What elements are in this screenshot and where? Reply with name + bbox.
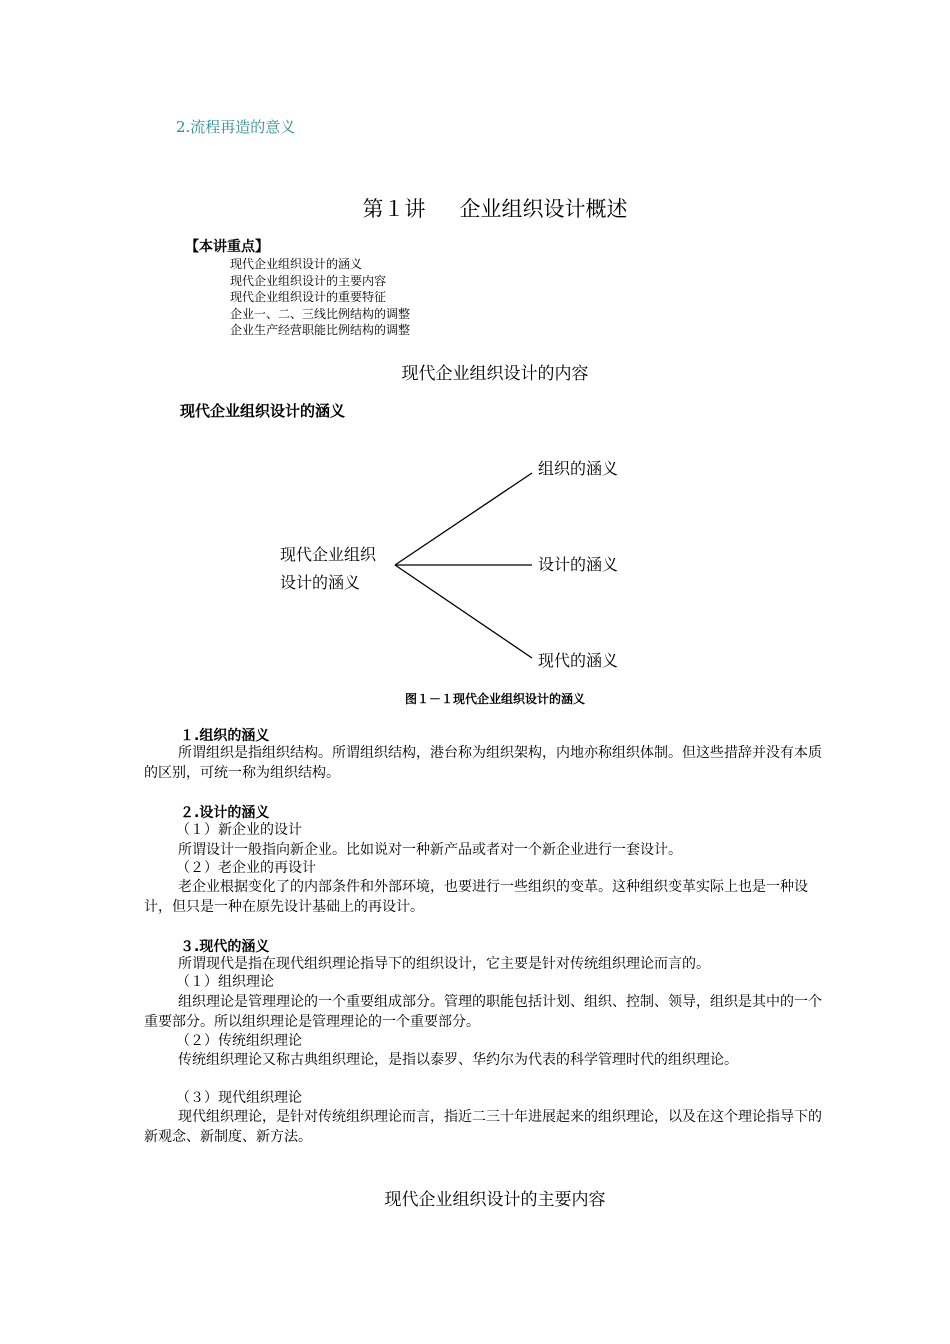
diagram-root-line2: 设计的涵义 xyxy=(280,573,361,592)
diagram-branch-2: 设计的涵义 xyxy=(538,555,619,574)
part2-sub2: （２）老企业的再设计 xyxy=(176,860,316,876)
lecture-number: 第１讲 xyxy=(362,197,426,221)
key-point-item: 现代企业组织设计的重要特征 xyxy=(230,290,387,304)
lecture-name: 企业组织设计概述 xyxy=(459,197,628,221)
diagram-branch-3: 现代的涵义 xyxy=(538,651,619,670)
key-point-item: 现代企业组织设计的主要内容 xyxy=(230,273,387,288)
lecture-title xyxy=(0,193,950,223)
part2-sub1: （１）新企业的设计 xyxy=(176,822,302,838)
key-point-item: 企业一、二、三线比例结构的调整 xyxy=(230,306,411,321)
key-point-item: 现代企业组织设计的涵义 xyxy=(230,257,363,271)
part2-text1: 所谓设计一般指向新企业。比如说对一种新产品或者对一个新企业进行一套设计。 xyxy=(178,842,682,858)
section-heading-2: 现代企业组织设计的主要内容 xyxy=(384,1190,606,1210)
part2-heading: ２.设计的涵义 xyxy=(180,805,270,821)
top-link[interactable]: 2.流程再造的意义 xyxy=(176,118,296,136)
diagram-branch-1: 组织的涵义 xyxy=(538,459,619,478)
key-points-label: 【本讲重点】 xyxy=(185,239,269,255)
part3-text1: 组织理论是管理理论的一个重要组成部分。管理的职能包括计划、组织、控制、领导，组织是其中的一个重要部分。所以组织理论是管理理论的一个重要部分。 xyxy=(144,994,822,1030)
part3-sub2: （２）传统组织理论 xyxy=(176,1033,302,1049)
key-points-list xyxy=(230,256,410,339)
part3-text0: 所谓现代是指在现代组织理论指导下的组织设计，它主要是针对传统组织理论而言的。 xyxy=(178,956,710,972)
section-heading: 现代企业组织设计的内容 xyxy=(401,364,589,384)
part1-text: 所谓组织是指组织结构。所谓组织结构，港台称为组织架构，内地亦称组织体制。但这些措辞并没有本质的区别，可统一称为组织结构。 xyxy=(144,745,822,781)
part2-text2: 老企业根据变化了的内部条件和外部环境，也要进行一些组织的变革。这种组织变革实际上也是一种设计，但只是一种在原先设计基础上的再设计。 xyxy=(144,879,808,915)
part3-text2: 传统组织理论又称古典组织理论，是指以泰罗、华约尔为代表的科学管理时代的组织理论。 xyxy=(178,1052,738,1068)
meaning-diagram xyxy=(270,445,670,685)
part3-text3: 现代组织理论，是针对传统组织理论而言，指近二三十年进展起来的组织理论，以及在这个理论指导下的新观念、新制度、新方法。 xyxy=(144,1109,822,1145)
part1-heading: １.组织的涵义 xyxy=(180,728,270,744)
part3-heading: ３.现代的涵义 xyxy=(180,939,270,955)
part3-sub3: （３）现代组织理论 xyxy=(176,1090,302,1106)
diagram-branch-line xyxy=(395,565,532,658)
diagram-branch-line xyxy=(395,473,532,565)
part3-sub1: （１）组织理论 xyxy=(176,974,274,990)
subsection-heading: 现代企业组织设计的涵义 xyxy=(180,402,346,420)
diagram-root-line1: 现代企业组织 xyxy=(280,545,377,564)
figure-caption: 图１－１现代企业组织设计的涵义 xyxy=(404,692,585,706)
key-point-item: 企业生产经营职能比例结构的调整 xyxy=(230,323,411,337)
